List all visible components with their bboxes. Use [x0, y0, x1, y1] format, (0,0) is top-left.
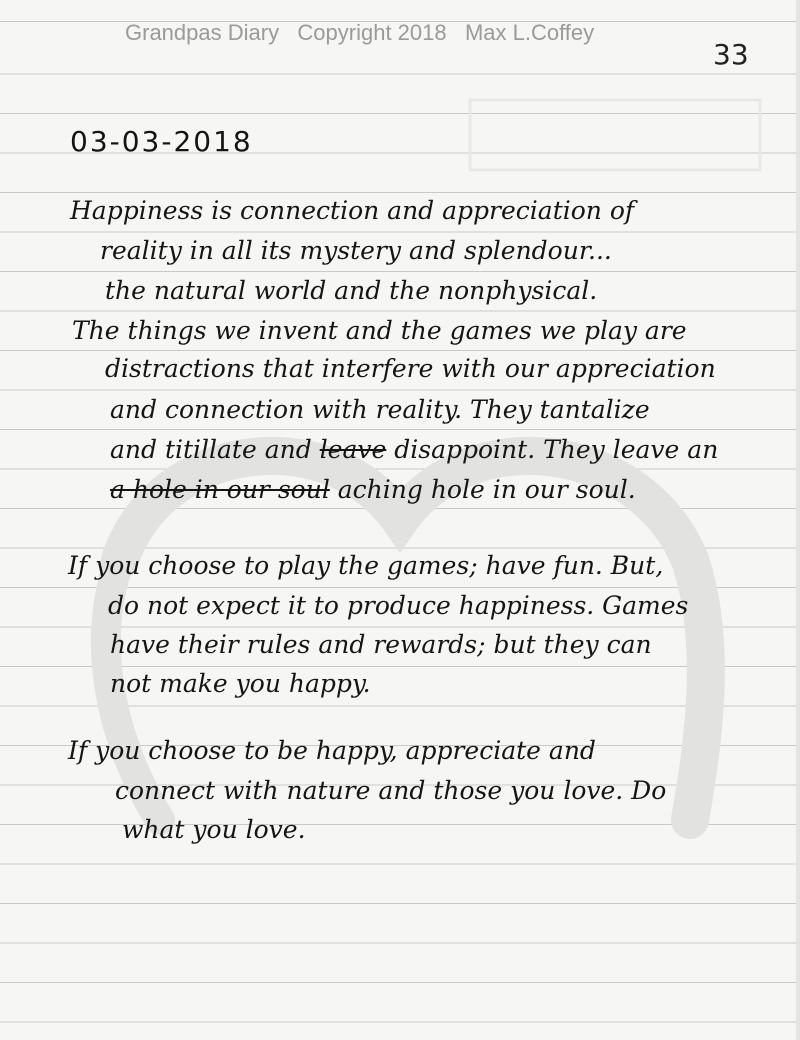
paragraph-2-line: If you choose to play the games; have fun. But,	[68, 551, 664, 580]
page-edge	[796, 0, 800, 1040]
entry-date: 03-03-2018	[70, 125, 253, 158]
struck-text: a hole in our soul	[110, 475, 330, 504]
paragraph-3-line: If you choose to be happy, appreciate and	[68, 736, 596, 765]
paragraph-1-line: The things we invent and the games we play are	[72, 316, 687, 345]
paragraph-1-line: the natural world and the nonphysical.	[105, 276, 598, 305]
page-number: 33	[713, 38, 749, 71]
paragraph-1-line	[110, 477, 636, 502]
paragraph-2-line: not make you happy.	[110, 669, 371, 698]
paragraph-1-line: reality in all its mystery and splendour...	[100, 236, 612, 265]
line-text: disappoint. They leave an	[386, 435, 719, 464]
paragraph-1-line: Happiness is connection and appreciation of	[70, 196, 635, 225]
struck-text: leave	[319, 435, 387, 464]
header-title: Grandpas Diary Copyright 2018 Max L.Coffey	[125, 20, 595, 45]
paragraph-1-line: and connection with reality. They tantalize	[110, 395, 650, 424]
paragraph-1-line: distractions that interfere with our appreciation	[105, 354, 716, 383]
line-text: aching hole in our soul.	[329, 475, 636, 504]
paragraph-2-line: do not expect it to produce happiness. Games	[108, 591, 689, 620]
paragraph-3-line: connect with nature and those you love. Do	[115, 776, 667, 805]
line-text: and titillate and	[110, 435, 320, 464]
paragraph-3-line: what you love.	[122, 815, 306, 844]
paragraph-2-line: have their rules and rewards; but they can	[110, 630, 652, 659]
paragraph-1-line	[110, 437, 718, 462]
